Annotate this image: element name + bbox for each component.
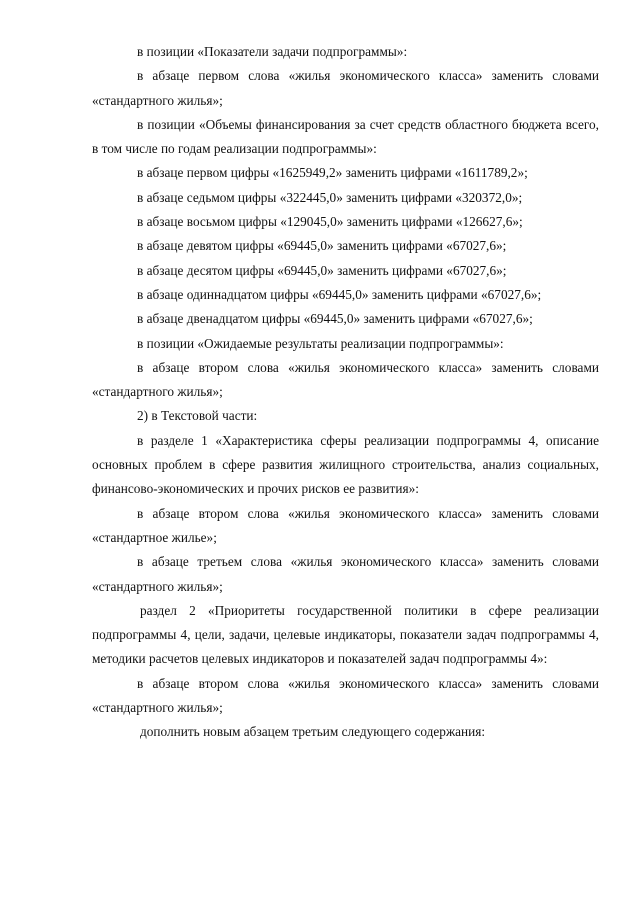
paragraph: раздел 2 «Приоритеты государственной политики в сфере реализации подпрограммы 4, цели, задачи, целевые индикаторы, показатели задач подпрограммы 4, методики расчетов целевых индикаторов и показателей задач подпрограммы 4»: [92, 602, 599, 667]
paragraph: в абзаце втором слова «жилья экономического класса» заменить словами «стандартного жилья»; [92, 675, 599, 716]
paragraph: в разделе 1 «Характеристика сферы реализации подпрограммы 4, описание основных проблем в сфере развития жилищного строительства, анализ социальных, финансово-экономических и прочих рисков ее развития»: [92, 432, 599, 497]
paragraph: в абзаце первом цифры «1625949,2» заменить цифрами «1611789,2»; [137, 165, 528, 181]
paragraph: в абзаце двенадцатом цифры «69445,0» заменить цифрами «67027,6»; [137, 311, 533, 327]
paragraph: в абзаце третьем слова «жилья экономического класса» заменить словами «стандартного жилья»; [92, 554, 599, 594]
paragraph: в абзаце седьмом цифры «322445,0» заменить цифрами «320372,0»; [137, 189, 523, 205]
paragraph: в абзаце восьмом цифры «129045,0» заменить цифрами «126627,6»; [137, 214, 523, 230]
paragraph: в абзаце одиннадцатом цифры «69445,0» заменить цифрами «67027,6»; [137, 286, 542, 302]
paragraph: в абзаце втором слова «жилья экономического класса» заменить словами «стандартного жилья»; [92, 359, 599, 400]
paragraph: в позиции «Показатели задачи подпрограммы»: [137, 44, 408, 59]
document-page [92, 40, 599, 745]
paragraph: в абзаце первом слова «жилья экономического класса» заменить словами «стандартного жилья»; [92, 68, 599, 108]
paragraph: дополнить новым абзацем третьим следующего содержания: [140, 724, 486, 740]
paragraph: 2) в Текстовой части: [137, 408, 258, 424]
paragraph: в абзаце десятом цифры «69445,0» заменить цифрами «67027,6»; [137, 262, 507, 278]
paragraph: в позиции «Объемы финансирования за счет средств областного бюджета всего, в том числе по годам реализации подпрограммы»: [92, 116, 599, 157]
paragraph: в абзаце втором слова «жилья экономического класса» заменить словами «стандартное жилье»; [92, 505, 599, 545]
paragraph: в позиции «Ожидаемые результаты реализации подпрограммы»: [137, 335, 504, 351]
paragraph: в абзаце девятом цифры «69445,0» заменить цифрами «67027,6»; [137, 238, 507, 254]
